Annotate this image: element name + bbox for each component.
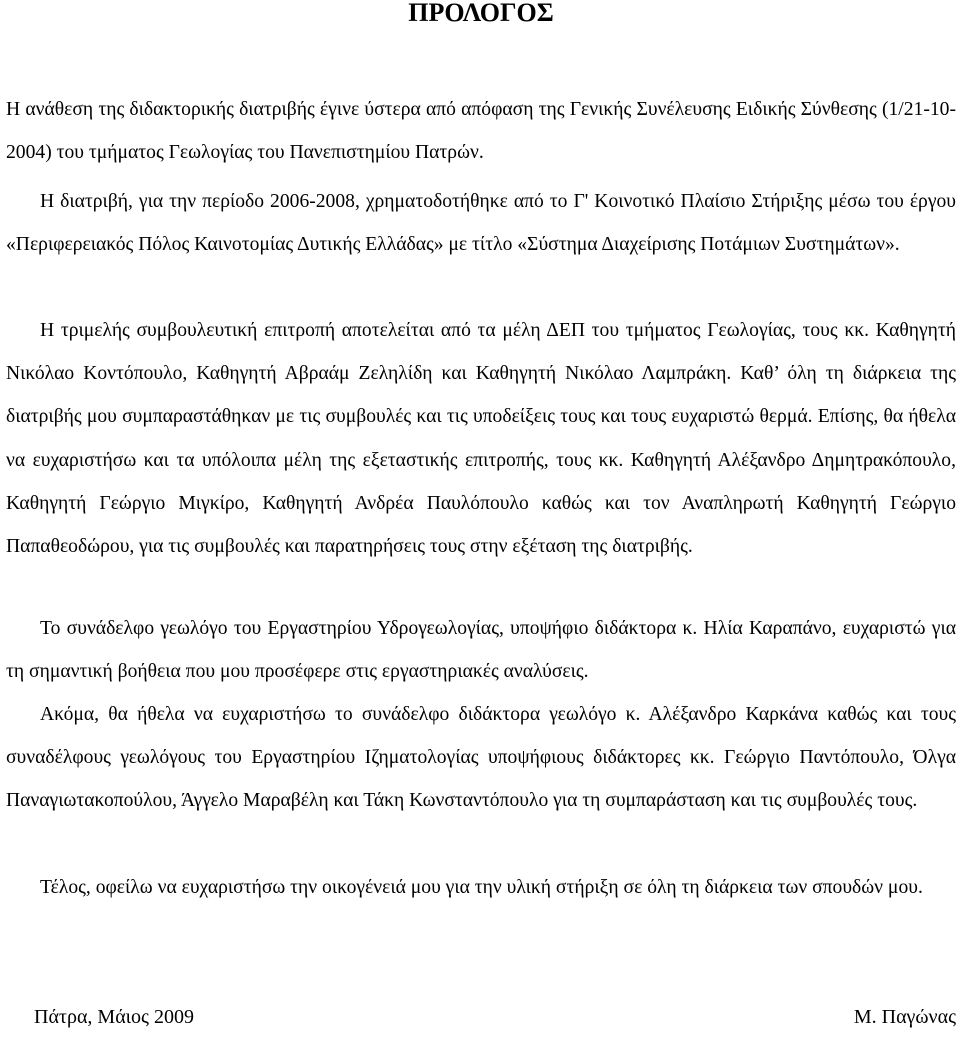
paragraph-colleagues-thanks: Ακόμα, θα ήθελα να ευχαριστήσω το συνάδελφο διδάκτορα γεωλόγο κ. Αλέξανδρο Καρκάνα καθώς και τους συναδέλφους γεωλόγους του Εργαστηρίου Ιζηματολογίας υποψήφιους διδάκτορες κκ. Γεώργιο Παντόπουλο, Όλγα Παναγιωτακοπούλου, Άγγελο Μαραβέλη και Τάκη Κωνσταντόπουλο για τη συμπαράσταση και τις συμβουλές τους. <box>6 704 956 812</box>
paragraph-family-thanks: Τέλος, οφείλω να ευχαριστήσω την οικογένειά μου για την υλική στήριξη σε όλη τη διάρκεια των σπουδών μου. <box>40 877 923 898</box>
author-signature: Μ. Παγώνας <box>853 1006 956 1028</box>
paragraph-lab-thanks: Το συνάδελφο γεωλόγο του Εργαστηρίου Υδρογεωλογίας, υποψήφιο διδάκτορα κ. Ηλία Καραπάνο, ευχαριστώ για τη σημαντική βοήθεια που μου προσέφερε στις εργαστηριακές αναλύσεις. <box>6 618 956 683</box>
page-title: ΠΡΟΛΟΓΟΣ <box>408 0 554 27</box>
place-date: Πάτρα, Μάιος 2009 <box>34 1006 194 1028</box>
paragraph-assignment: Η ανάθεση της διδακτορικής διατριβής έγινε ύστερα από απόφαση της Γενικής Συνέλευσης Ειδικής Σύνθεσης (1/21-10-2004) του τμήματος Γεωλογίας του Πανεπιστημίου Πατρών. <box>6 99 956 164</box>
document-footer <box>6 1002 956 1032</box>
document-page <box>6 0 956 1028</box>
paragraph-funding: Η διατριβή, για την περίοδο 2006-2008, χρηματοδοτήθηκε από το Γ' Κοινοτικό Πλαίσιο Στήριξης μέσω του έργου «Περιφερειακός Πόλος Καινοτομίας Δυτικής Ελλάδας» με τίτλο «Σύστημα Διαχείρισης Ποτάμιων Συστημάτων». <box>6 191 956 256</box>
paragraph-committee: Η τριμελής συμβουλευτική επιτροπή αποτελείται από τα μέλη ΔΕΠ του τμήματος Γεωλογίας, τους κκ. Καθηγητή Νικόλαο Κοντόπουλο, Καθηγητή Αβραάμ Ζεληλίδη και Καθηγητή Νικόλαο Λαμπράκη. Καθ’ όλη τη διάρκεια της διατριβής μου συμπαραστάθηκαν με τις συμβουλές και τις υποδείξεις τους και τους ευχαριστώ θερμά. Επίσης, θα ήθελα να ευχαριστήσω και τα υπόλοιπα μέλη της εξεταστικής επιτροπής, τους κκ. Καθηγητή Αλέξανδρο Δημητρακόπουλο, Καθηγητή Γεώργιο Μιγκίρο, Καθηγητή Ανδρέα Παυλόπουλο καθώς και τον Αναπληρωτή Καθηγητή Γεώργιο Παπαθεοδώρου, για τις συμβουλές και παρατηρήσεις τους στην εξέταση της διατριβής. <box>6 320 956 558</box>
